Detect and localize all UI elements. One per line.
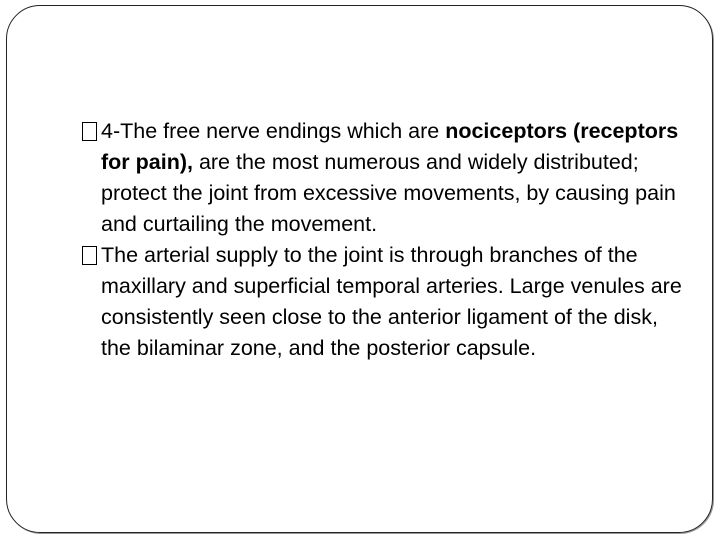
paragraph-lead-text: The arterial supply to the joint is through branches of the maxillary and superficial temporal arteries. Large venules are consistently seen close to the anterior ligament of the disk, the bilaminar zone, and the posterior capsule.: [101, 243, 682, 360]
paragraph-lead-text: 4-The free nerve endings which are: [101, 119, 446, 143]
bullet-paragraph-arterial-supply: [82, 240, 692, 364]
bullet-paragraph-nociceptors: [82, 116, 692, 240]
bullet-box-icon: [82, 122, 97, 141]
paragraph-bold-text: nociceptors (receptors for pain),: [101, 119, 679, 174]
slide-body: [82, 116, 692, 364]
paragraph-rest-text: are the most numerous and widely distributed; protect the joint from excessive movements, by causing pain and curtailing the movement.: [101, 150, 676, 236]
bullet-box-icon: [82, 246, 97, 265]
